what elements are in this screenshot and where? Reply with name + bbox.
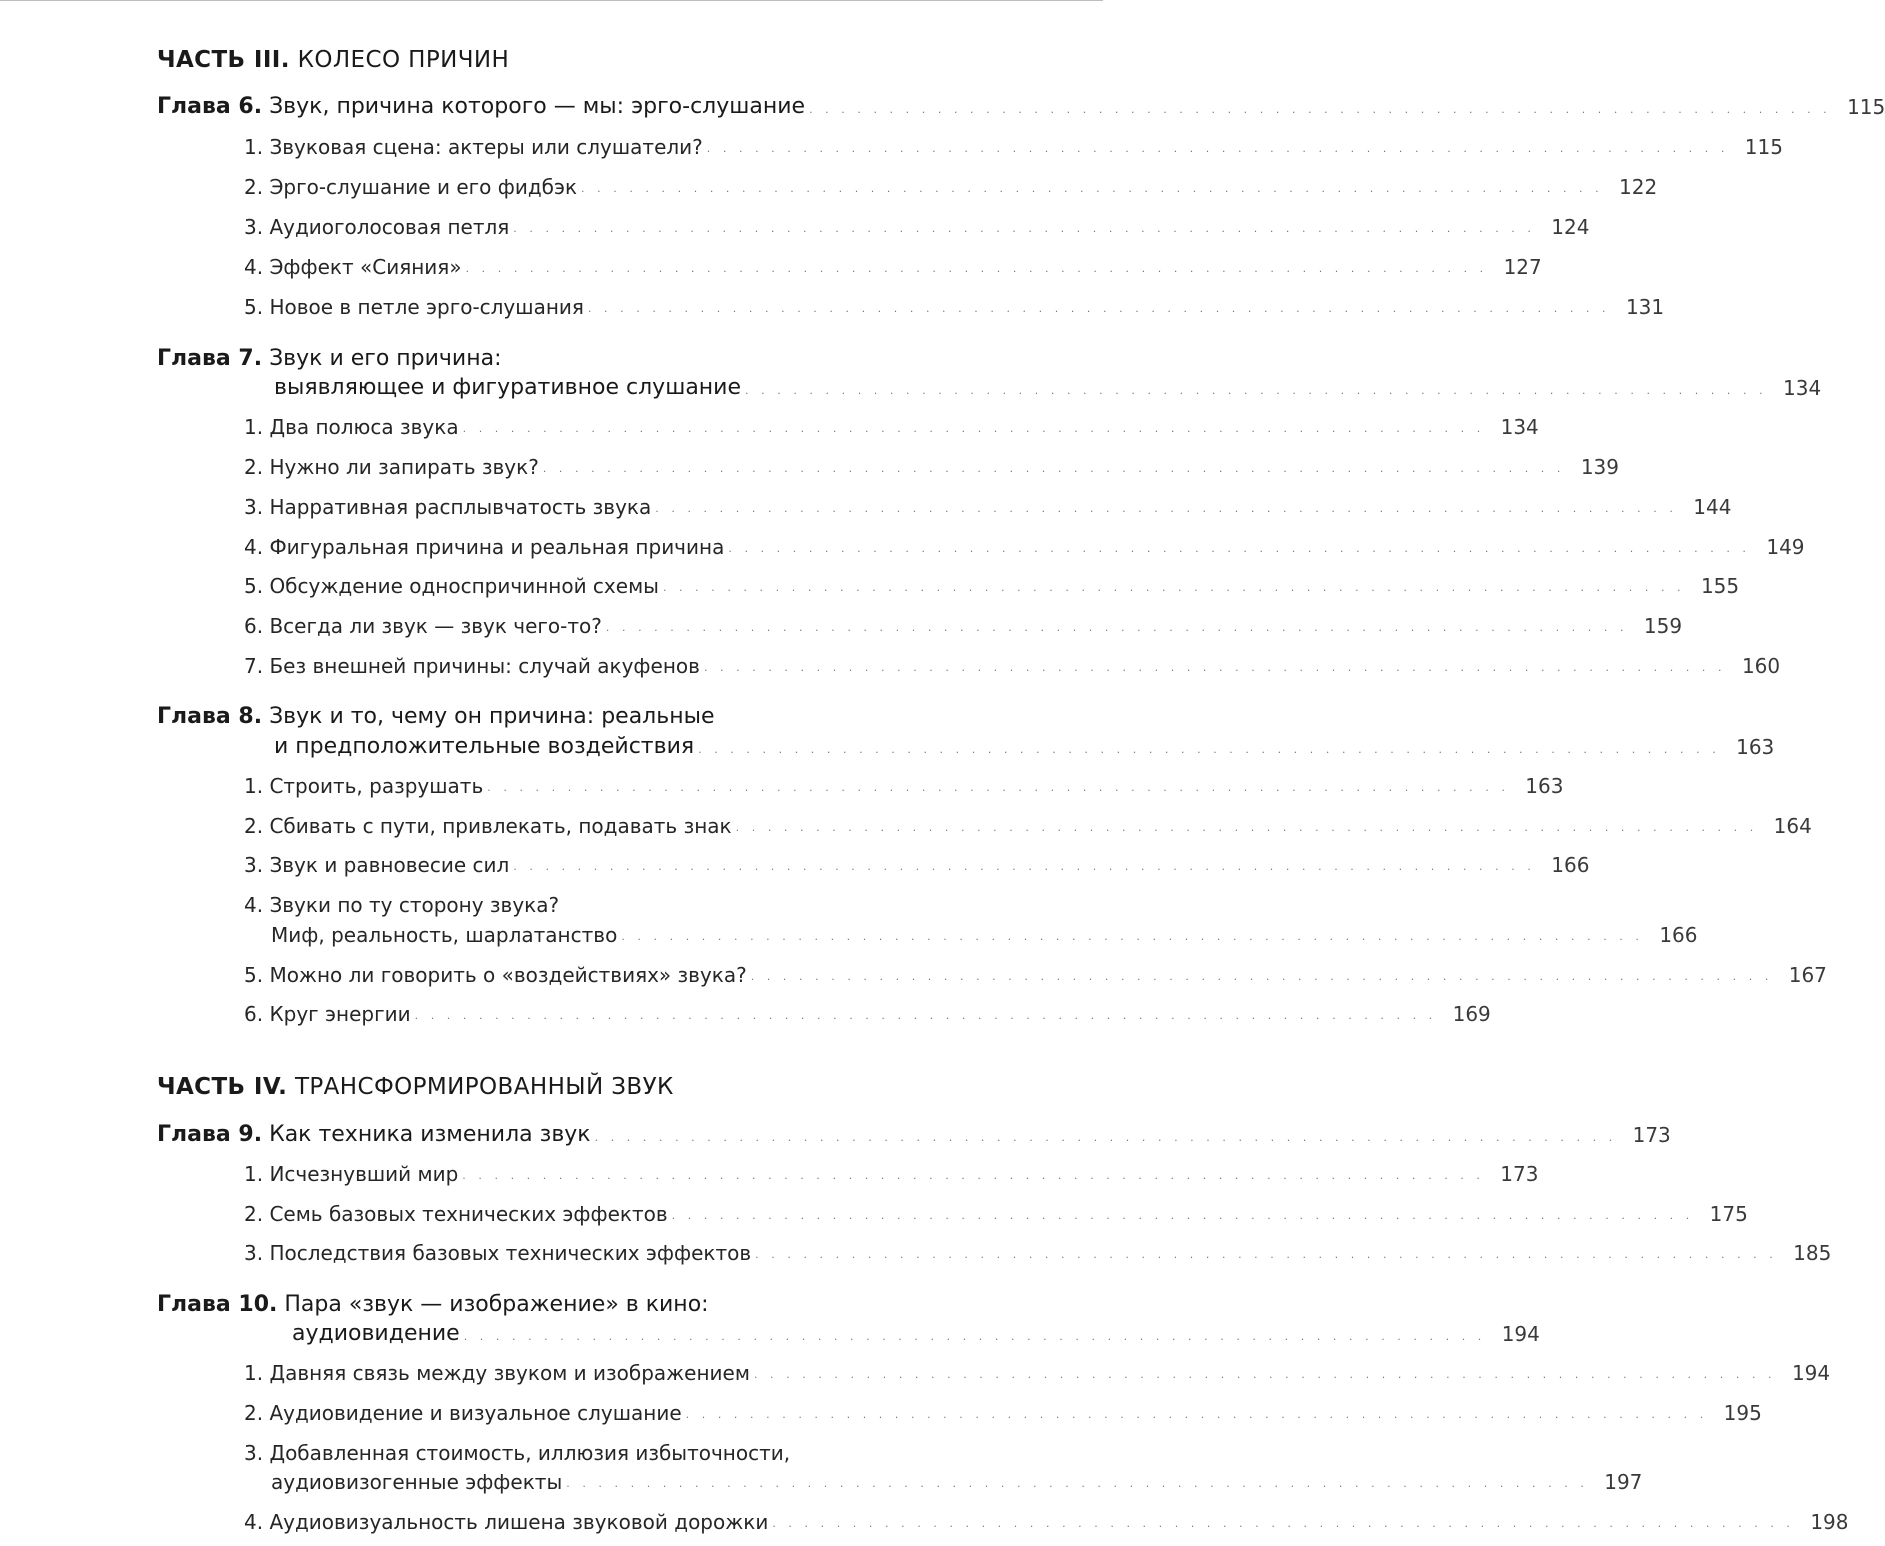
part-label: ЧАСТЬ IV.	[157, 1074, 288, 1100]
chapter-title: Звук и то, чему он причина: реальные	[269, 704, 715, 729]
part-heading	[157, 46, 509, 74]
section-title: 2. Сбивать с пути, привлекать, подавать знак	[244, 814, 732, 838]
section-entry[interactable]	[244, 773, 1564, 799]
section-title: 6. Круг энергии	[244, 1002, 411, 1026]
chapter-title: и предположительные воздействия	[274, 734, 695, 759]
chapter-entry[interactable]	[292, 1320, 1540, 1348]
section-entry[interactable]	[244, 852, 1590, 878]
page-number: 159	[1643, 614, 1683, 638]
section-title: 1. Два полюса звука	[244, 415, 459, 439]
section-entry[interactable]	[244, 534, 1805, 560]
page-number: 160	[1741, 654, 1781, 678]
leader-dots: ................................................................	[809, 103, 1840, 116]
chapter-label: Глава 8.	[157, 704, 263, 729]
section-title: 1. Исчезнувший мир	[244, 1162, 459, 1186]
page-number: 198	[1810, 1510, 1849, 1534]
chapter-title: Звук, причина которого — мы: эрго-слушание	[269, 94, 806, 119]
page-number: 163	[1736, 735, 1775, 759]
page-number: 194	[1501, 1322, 1540, 1346]
section-title: 5. Можно ли говорить о «воздействиях» звука?	[244, 963, 747, 987]
page-number: 124	[1551, 215, 1590, 239]
page-number: 173	[1500, 1162, 1539, 1186]
section-title: 2. Эрго-слушание и его фидбэк	[244, 175, 578, 199]
page-number: 134	[1783, 376, 1822, 400]
leader-dots: ................................................................	[587, 302, 1619, 315]
chapter-title-line1	[157, 1291, 709, 1319]
page-number: 149	[1766, 535, 1805, 559]
section-title: 2. Аудиовидение и визуальное слушание	[244, 1401, 682, 1425]
section-title: 1. Звуковая сцена: актеры или слушатели?	[244, 135, 703, 159]
top-rule	[0, 0, 1103, 1]
leader-dots: ................................................................	[462, 422, 1493, 435]
leader-dots: ................................................................	[605, 621, 1637, 634]
chapter-title: выявляющее и фигуративное слушание	[274, 375, 742, 400]
section-title: 4. Фигуральная причина и реальная причина	[244, 535, 725, 559]
chapter-entry[interactable]	[157, 93, 1885, 121]
section-title: 1. Строить, разрушать	[244, 774, 484, 798]
leader-dots: ................................................................	[750, 970, 1781, 983]
section-entry[interactable]	[244, 254, 1542, 280]
section-entry[interactable]	[244, 294, 1665, 320]
chapter-entry[interactable]	[157, 1121, 1671, 1149]
section-entry[interactable]	[244, 573, 1740, 599]
page-number: 169	[1452, 1002, 1491, 1026]
part-title: КОЛЕСО ПРИЧИН	[297, 47, 510, 73]
section-entry[interactable]	[244, 214, 1590, 240]
chapter-title-line1	[157, 345, 502, 373]
leader-dots: ................................................................	[542, 462, 1573, 475]
section-title: 2. Нужно ли запирать звук?	[244, 455, 539, 479]
part-title: ТРАНСФОРМИРОВАННЫЙ ЗВУК	[294, 1074, 674, 1100]
page-number: 131	[1625, 295, 1665, 319]
section-entry[interactable]	[244, 174, 1658, 200]
page-number: 144	[1693, 495, 1732, 519]
section-title: 5. Новое в петле эрго-слушания	[244, 295, 584, 319]
section-title: 3. Аудиоголосовая петля	[244, 215, 510, 239]
page-number: 197	[1604, 1470, 1643, 1494]
section-title: аудиовизогенные эффекты	[271, 1470, 563, 1494]
page-number: 122	[1619, 175, 1658, 199]
chapter-label: Глава 7.	[157, 346, 263, 371]
chapter-title-line1	[157, 703, 715, 731]
chapter-title: Как техника изменила звук	[269, 1122, 591, 1147]
leader-dots: ................................................................	[703, 661, 1735, 674]
leader-dots: ................................................................	[513, 860, 1544, 873]
leader-dots: ................................................................	[655, 502, 1686, 515]
part-heading	[157, 1073, 674, 1101]
section-title-line1: 4. Звуки по ту сторону звука?	[244, 893, 560, 917]
page-number: 175	[1709, 1202, 1748, 1226]
page-number: 115	[1744, 135, 1783, 159]
leader-dots: ................................................................	[462, 1169, 1493, 1182]
leader-dots: ................................................................	[621, 930, 1652, 943]
section-entry[interactable]	[244, 1509, 1849, 1535]
chapter-label: Глава 9.	[157, 1122, 263, 1147]
page-number: 185	[1793, 1241, 1832, 1265]
section-title: 7. Без внешней причины: случай акуфенов	[244, 654, 700, 678]
page-number: 134	[1500, 415, 1539, 439]
section-entry[interactable]	[244, 1360, 1831, 1386]
leader-dots: ................................................................	[581, 182, 1612, 195]
leader-dots: ................................................................	[414, 1009, 1445, 1022]
page-number: 139	[1580, 455, 1619, 479]
section-entry[interactable]	[244, 653, 1781, 679]
section-title: 6. Всегда ли звук — звук чего-то?	[244, 614, 602, 638]
page-number: 194	[1791, 1361, 1831, 1385]
leader-dots: ................................................................	[745, 384, 1776, 397]
leader-dots: ................................................................	[566, 1477, 1597, 1490]
part-label: ЧАСТЬ III.	[157, 47, 290, 73]
section-title: 3. Звук и равновесие сил	[244, 853, 510, 877]
section-title: 2. Семь базовых технических эффектов	[244, 1202, 668, 1226]
leader-dots: ................................................................	[753, 1368, 1785, 1381]
section-title: 4. Эффект «Сияния»	[244, 255, 462, 279]
page-number: 167	[1788, 963, 1827, 987]
chapter-title: аудиовидение	[292, 1321, 460, 1346]
section-entry[interactable]	[244, 1201, 1748, 1227]
section-title: 4. Аудиовизуальность лишена звуковой дорожки	[244, 1510, 769, 1534]
section-entry[interactable]	[244, 1240, 1832, 1266]
leader-dots: ................................................................	[594, 1131, 1625, 1144]
leader-dots: ................................................................	[487, 781, 1518, 794]
leader-dots: ................................................................	[463, 1330, 1494, 1343]
section-entry[interactable]	[244, 454, 1619, 480]
section-entry[interactable]	[244, 134, 1783, 160]
chapter-entry[interactable]	[274, 374, 1822, 402]
page-number: 166	[1659, 923, 1698, 947]
page-number: 155	[1700, 574, 1740, 598]
chapter-label: Глава 10.	[157, 1292, 278, 1317]
chapter-title: Пара «звук — изображение» в кино:	[284, 1292, 709, 1317]
section-title: 1. Давняя связь между звуком и изображением	[244, 1361, 750, 1385]
section-entry[interactable]	[244, 813, 1812, 839]
leader-dots: ................................................................	[755, 1248, 1786, 1261]
page-number: 166	[1551, 853, 1590, 877]
section-title: 3. Нарративная расплывчатость звука	[244, 495, 652, 519]
section-entry[interactable]	[244, 414, 1539, 440]
chapter-label: Глава 6.	[157, 94, 263, 119]
leader-dots: ................................................................	[671, 1209, 1702, 1222]
chapter-entry[interactable]	[274, 733, 1775, 761]
section-entry[interactable]	[271, 922, 1698, 948]
page-number: 163	[1525, 774, 1564, 798]
leader-dots: ................................................................	[662, 581, 1694, 594]
page-number: 173	[1632, 1123, 1671, 1147]
page-number: 127	[1503, 255, 1542, 279]
leader-dots: ................................................................	[513, 222, 1544, 235]
leader-dots: ................................................................	[685, 1408, 1716, 1421]
leader-dots: ................................................................	[706, 142, 1737, 155]
leader-dots: ................................................................	[728, 542, 1759, 555]
leader-dots: ................................................................	[465, 262, 1496, 275]
section-entry[interactable]	[244, 494, 1732, 520]
section-entry[interactable]	[244, 1161, 1539, 1187]
section-title-line1: 3. Добавленная стоимость, иллюзия избыточности,	[244, 1441, 791, 1465]
section-title: Миф, реальность, шарлатанство	[271, 923, 618, 947]
section-entry[interactable]	[244, 1001, 1491, 1027]
section-entry[interactable]	[244, 1400, 1762, 1426]
section-entry[interactable]	[244, 613, 1683, 639]
chapter-title: Звук и его причина:	[269, 346, 502, 371]
page-number: 164	[1773, 814, 1812, 838]
leader-dots: ................................................................	[698, 743, 1729, 756]
page-number: 115	[1847, 95, 1885, 119]
section-title: 3. Последствия базовых технических эффектов	[244, 1241, 752, 1265]
page-number: 195	[1723, 1401, 1762, 1425]
leader-dots: ................................................................	[772, 1517, 1803, 1530]
section-title: 5. Обсуждение односпричинной схемы	[244, 574, 659, 598]
leader-dots: ................................................................	[735, 821, 1766, 834]
section-entry[interactable]	[271, 1469, 1643, 1495]
section-entry[interactable]	[244, 962, 1827, 988]
